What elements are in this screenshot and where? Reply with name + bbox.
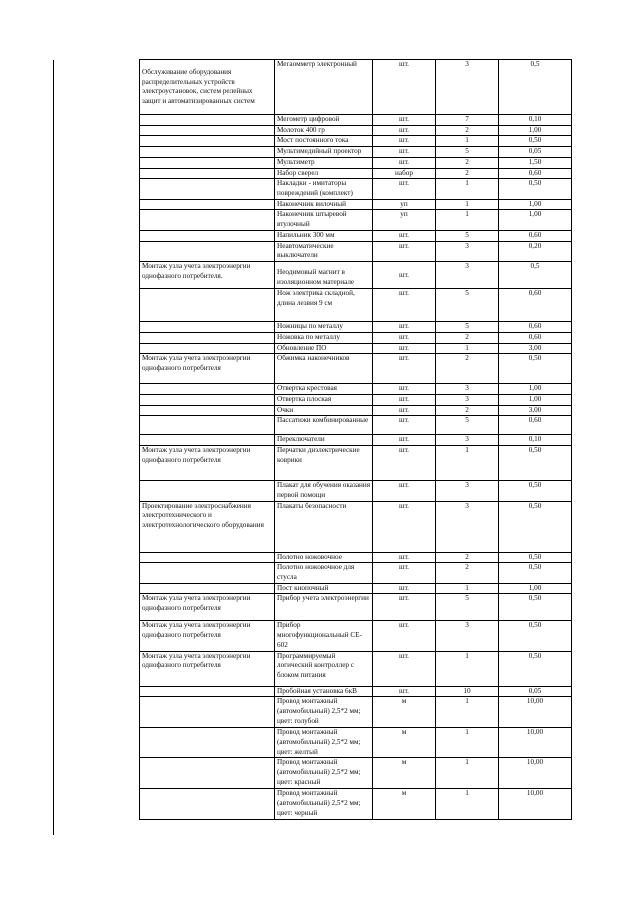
cell-quantity: 3 [436,262,499,289]
cell-area [140,728,275,758]
cell-quantity: 1 [436,758,499,789]
cell-area [140,241,275,261]
cell-unit: шт. [373,594,436,621]
cell-unit: шт. [373,394,436,405]
cell-quantity: 2 [436,354,499,384]
equipment-table-body [140,60,572,820]
cell-area [140,332,275,343]
cell-area [140,230,275,241]
cell-item-name: Накладки - имитаторы повреждений (комплект) [275,179,373,199]
table-row [140,583,572,594]
cell-value: 0,60 [499,322,572,333]
cell-item-name: Плакаты безопасности [275,501,373,552]
cell-unit: шт. [373,60,436,115]
table-row [140,60,572,115]
cell-value: 10,00 [499,697,572,728]
table-row [140,125,572,136]
cell-quantity: 1 [436,728,499,758]
cell-value: 10,00 [499,728,572,758]
cell-value: 0,50 [499,354,572,384]
cell-unit: шт. [373,241,436,261]
cell-area [140,210,275,230]
cell-area: Монтаж узла учета электроэнергии однофазного потребителя [140,621,275,651]
cell-value: 10,00 [499,758,572,789]
cell-unit: шт. [373,621,436,651]
cell-item-name: Обновление ПО [275,343,373,354]
cell-quantity: 3 [436,435,499,446]
cell-item-name: Пробойная установка 6кВ [275,686,373,697]
page-margin-line [53,60,54,835]
cell-value: 0,60 [499,230,572,241]
cell-unit: шт. [373,125,436,136]
cell-unit: шт. [373,552,436,563]
cell-unit: шт. [373,416,436,435]
table-row [140,789,572,820]
table-row [140,552,572,563]
cell-unit: набор [373,168,436,179]
table-row [140,210,572,230]
table-row [140,446,572,481]
cell-item-name: Пост кнопочный [275,583,373,594]
cell-item-name: Отвертка крестовая [275,384,373,395]
cell-area [140,789,275,820]
cell-item-name: Перчатки диэлектрические коврики [275,446,373,481]
table-row [140,697,572,728]
cell-quantity: 1 [436,651,499,686]
cell-item-name: Плакат для обучения оказания первой помощи [275,481,373,501]
cell-unit: м [373,758,436,789]
cell-area: Монтаж узла учета электроэнергии однофазного потребителя. [140,262,275,289]
cell-unit: шт. [373,651,436,686]
cell-quantity: 2 [436,168,499,179]
cell-item-name: Ножницы по металлу [275,322,373,333]
cell-unit: шт. [373,354,436,384]
cell-area [140,697,275,728]
cell-value: 0,50 [499,594,572,621]
cell-area [140,168,275,179]
cell-value: 3,00 [499,343,572,354]
table-row [140,332,572,343]
cell-value: 0,50 [499,651,572,686]
cell-quantity: 5 [436,230,499,241]
cell-quantity: 3 [436,501,499,552]
cell-value: 0,60 [499,416,572,435]
cell-area [140,343,275,354]
cell-item-name: Неодимовый магнит в изоляционном материале [275,262,373,289]
cell-item-name: Ножовка по металлу [275,332,373,343]
cell-area [140,157,275,168]
cell-unit: шт. [373,230,436,241]
cell-value: 10,00 [499,789,572,820]
cell-unit: уп [373,210,436,230]
table-row [140,241,572,261]
cell-value: 0,50 [499,179,572,199]
cell-area [140,384,275,395]
table-row [140,405,572,416]
table-row [140,728,572,758]
cell-item-name: Переключатели [275,435,373,446]
cell-area [140,686,275,697]
cell-quantity: 2 [436,332,499,343]
cell-value: 1,00 [499,384,572,395]
table-row [140,501,572,552]
table-row [140,594,572,621]
cell-quantity: 5 [436,594,499,621]
cell-quantity: 7 [436,115,499,126]
cell-value: 1,50 [499,157,572,168]
cell-quantity: 5 [436,289,499,322]
cell-area [140,147,275,158]
cell-value: 0,60 [499,168,572,179]
cell-quantity: 1 [436,136,499,147]
cell-quantity: 10 [436,686,499,697]
cell-area: Монтаж узла учета электроэнергии однофазного потребителя [140,651,275,686]
cell-value: 0,50 [499,481,572,501]
table-row [140,563,572,583]
cell-value: 0,50 [499,563,572,583]
cell-item-name: Полотно ножовочное для стусла [275,563,373,583]
table-row [140,621,572,651]
table-row [140,651,572,686]
cell-item-name: Наконечник штыревой втулочный [275,210,373,230]
cell-area [140,289,275,322]
table-row [140,322,572,333]
cell-unit: шт. [373,384,436,395]
cell-value: 0,10 [499,435,572,446]
cell-value: 0,50 [499,501,572,552]
cell-item-name: Прибор многофункциональный CE-602 [275,621,373,651]
table-row [140,115,572,126]
cell-area [140,405,275,416]
cell-quantity: 3 [436,621,499,651]
cell-quantity: 1 [436,343,499,354]
cell-area [140,125,275,136]
cell-value: 0,05 [499,686,572,697]
cell-item-name: Напильник 300 мм [275,230,373,241]
cell-value: 0,05 [499,147,572,158]
cell-item-name: Провод монтажный (автомобильный) 2,5*2 мм; цвет: желтый [275,728,373,758]
cell-value: 0,50 [499,621,572,651]
cell-value: 0,20 [499,241,572,261]
cell-item-name: Нож электрика складной, длина лезвия 9 см [275,289,373,322]
cell-quantity: 1 [436,179,499,199]
table-row [140,481,572,501]
cell-item-name: Мегометр цифровой [275,115,373,126]
table-row [140,758,572,789]
cell-area: Проектирование электроснабжения электротехнического и электротехнологического оборудования [140,501,275,552]
cell-unit: шт. [373,435,436,446]
table-row [140,230,572,241]
cell-area: Обслуживание оборудования распределительных устройств электроустановок, систем релейных защит и автоматизированных систем [140,60,275,115]
cell-unit: шт. [373,686,436,697]
cell-unit: шт. [373,332,436,343]
table-row [140,262,572,289]
cell-item-name: Очки [275,405,373,416]
cell-item-name: Мегаомметр электронный [275,60,373,115]
cell-area [140,394,275,405]
cell-area [140,322,275,333]
table-row [140,343,572,354]
table-row [140,686,572,697]
cell-unit: шт. [373,262,436,289]
cell-unit: шт. [373,136,436,147]
cell-quantity: 1 [436,789,499,820]
cell-unit: шт. [373,343,436,354]
table-row [140,384,572,395]
cell-unit: шт. [373,147,436,158]
cell-item-name: Мост постоянного тока [275,136,373,147]
cell-unit: шт. [373,179,436,199]
cell-value: 1,00 [499,125,572,136]
cell-unit: шт. [373,322,436,333]
cell-value: 0,60 [499,332,572,343]
cell-value: 0,5 [499,60,572,115]
cell-item-name: Наконечник вилочный [275,199,373,210]
cell-item-name: Отвертка плоская [275,394,373,405]
cell-area [140,435,275,446]
cell-value: 1,00 [499,210,572,230]
cell-quantity: 1 [436,210,499,230]
cell-item-name: Пассатижи комбинированные [275,416,373,435]
cell-value: 0,50 [499,136,572,147]
cell-area [140,583,275,594]
cell-item-name: Программируемый логический контроллер с блоком питания [275,651,373,686]
cell-unit: шт. [373,446,436,481]
cell-quantity: 5 [436,147,499,158]
cell-quantity: 2 [436,125,499,136]
cell-area [140,481,275,501]
table-row [140,416,572,435]
cell-value: 1,00 [499,583,572,594]
table-row [140,157,572,168]
table-row [140,199,572,210]
cell-item-name: Полотно ножовочное [275,552,373,563]
cell-item-name: Набор сверел [275,168,373,179]
cell-area: Монтаж узла учета электроэнергии однофазного потребителя [140,354,275,384]
cell-area [140,552,275,563]
cell-item-name: Провод монтажный (автомобильный) 2,5*2 мм; цвет: красный [275,758,373,789]
cell-unit: м [373,697,436,728]
cell-quantity: 2 [436,405,499,416]
cell-item-name: Молоток 400 гр [275,125,373,136]
cell-quantity: 2 [436,563,499,583]
cell-area [140,136,275,147]
cell-area [140,758,275,789]
table-row [140,354,572,384]
cell-unit: шт. [373,405,436,416]
cell-value: 0,50 [499,552,572,563]
cell-value: 0,50 [499,446,572,481]
cell-quantity: 1 [436,446,499,481]
cell-unit: шт. [373,289,436,322]
cell-item-name: Мультиметр [275,157,373,168]
cell-unit: шт. [373,157,436,168]
cell-value: 1,00 [499,199,572,210]
cell-quantity: 3 [436,241,499,261]
cell-unit: шт. [373,501,436,552]
cell-unit: шт. [373,481,436,501]
table-row [140,289,572,322]
cell-quantity: 3 [436,384,499,395]
cell-quantity: 3 [436,60,499,115]
cell-unit: шт. [373,583,436,594]
cell-value: 3,00 [499,405,572,416]
table-row [140,394,572,405]
cell-area [140,416,275,435]
cell-quantity: 5 [436,416,499,435]
cell-item-name: Провод монтажный (автомобильный) 2,5*2 мм; цвет: голубой [275,697,373,728]
cell-area: Монтаж узла учета электроэнергии однофазного потребителя [140,594,275,621]
cell-value: 1,00 [499,394,572,405]
table-row [140,168,572,179]
cell-quantity: 3 [436,481,499,501]
table-row [140,435,572,446]
table-row [140,179,572,199]
cell-unit: шт. [373,563,436,583]
cell-area [140,563,275,583]
cell-item-name: Обжимка наконечников [275,354,373,384]
cell-quantity: 3 [436,394,499,405]
cell-quantity: 1 [436,697,499,728]
cell-item-name: Неавтоматические выключатели [275,241,373,261]
cell-unit: м [373,789,436,820]
cell-area [140,199,275,210]
cell-quantity: 2 [436,157,499,168]
cell-value: 0,10 [499,115,572,126]
cell-item-name: Мультимедийный проектор [275,147,373,158]
cell-area [140,179,275,199]
cell-area: Монтаж узла учета электроэнергии однофазного потребителя [140,446,275,481]
table-row [140,147,572,158]
cell-value: 0,60 [499,289,572,322]
cell-quantity: 1 [436,199,499,210]
cell-unit: м [373,728,436,758]
cell-unit: уп [373,199,436,210]
cell-quantity: 5 [436,322,499,333]
cell-item-name: Прибор учета электроэнергии [275,594,373,621]
cell-value: 0,5 [499,262,572,289]
equipment-table [139,59,572,820]
cell-unit: шт. [373,115,436,126]
cell-quantity: 2 [436,552,499,563]
cell-quantity: 1 [436,583,499,594]
table-row [140,136,572,147]
cell-area [140,115,275,126]
cell-item-name: Провод монтажный (автомобильный) 2,5*2 мм; цвет: черный [275,789,373,820]
